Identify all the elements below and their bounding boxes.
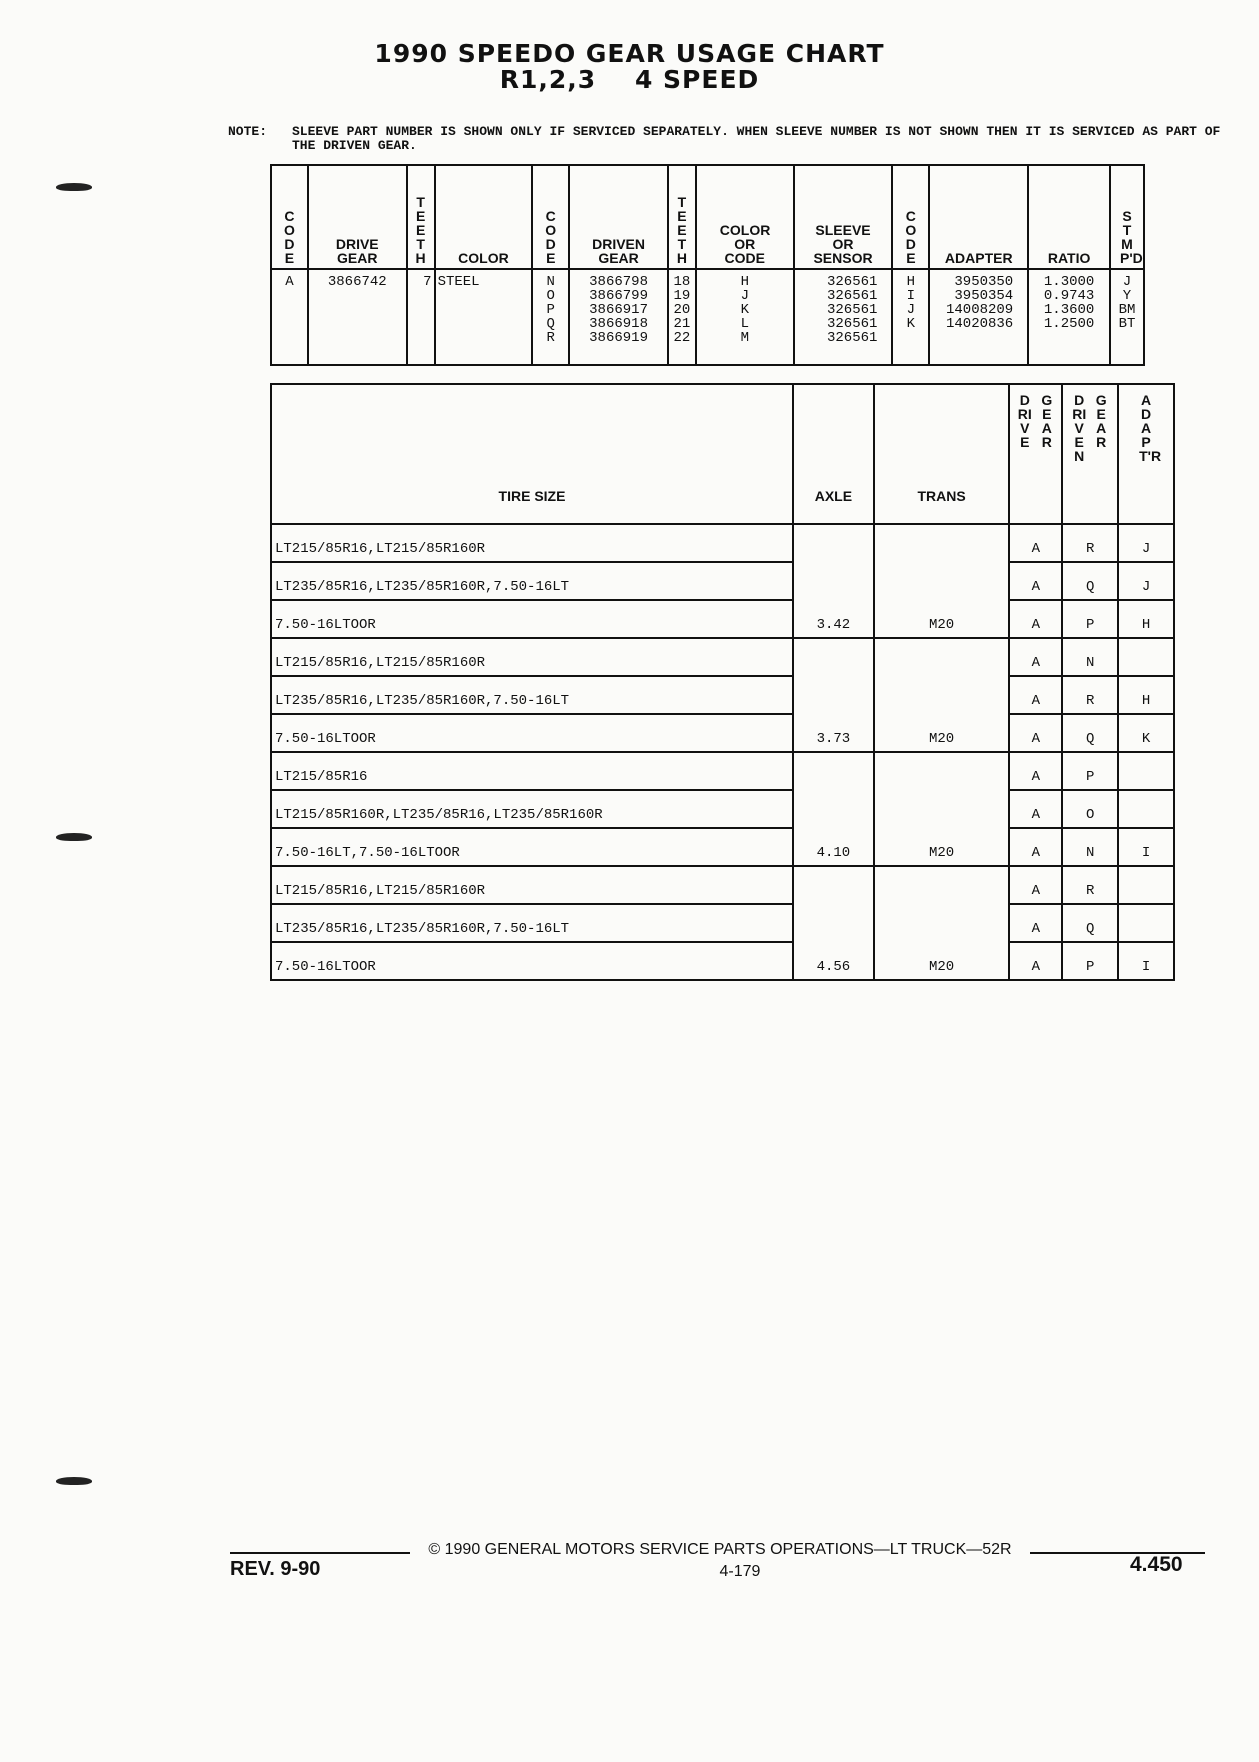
header-sleeve-or-sensor: SLEEVE OR SENSOR	[794, 165, 893, 269]
gear-table-row	[271, 269, 1144, 365]
header-driven-gear: DRIVEN GEAR	[1062, 384, 1118, 524]
table-row: LT215/85R16 A P	[271, 752, 1174, 790]
table-row: 7.50-16LT,7.50-16LTOOR 4.10 M20 A N I	[271, 828, 1174, 866]
section-number: 4.450	[1130, 1553, 1183, 1576]
table-row: LT215/85R160R,LT235/85R16,LT235/85R160R A O	[271, 790, 1174, 828]
tire-table-header	[271, 384, 1174, 524]
header-teeth-2: TEETH	[676, 194, 687, 266]
table-row: 7.50-16LTOOR 3.73 M20 A Q K	[271, 714, 1174, 752]
stamped-codes: J Y BM BT	[1110, 269, 1144, 365]
header-trans: TRANS	[874, 384, 1010, 524]
drive-code: A	[271, 269, 308, 365]
header-code-3: CODE	[905, 208, 917, 266]
header-color-or-code: COLOR OR CODE	[696, 165, 794, 269]
page-subtitle: R1,2,3 4 SPEED	[499, 65, 760, 94]
table-row: 7.50-16LTOOR 3.42 M20 A P H	[271, 600, 1174, 638]
sleeve-numbers: 326561 326561 326561 326561 326561	[794, 269, 893, 365]
binder-mark	[56, 833, 92, 841]
driven-teeth: 18 19 20 21 22	[668, 269, 696, 365]
table-row: LT215/85R16,LT215/85R160R A R J	[271, 524, 1174, 562]
driven-color-codes: H J K L M	[696, 269, 794, 365]
header-axle: AXLE	[793, 384, 874, 524]
header-teeth: TEETH	[415, 194, 426, 266]
header-tire-size: TIRE SIZE	[271, 384, 793, 524]
ratios: 1.3000 0.9743 1.3600 1.2500	[1028, 269, 1110, 365]
adapter-numbers: 3950350 3950354 14008209 14020836	[929, 269, 1028, 365]
binder-mark	[56, 1477, 92, 1485]
table-row: 7.50-16LTOOR 4.56 M20 A P I	[271, 942, 1174, 980]
header-code-2: CODE	[545, 208, 557, 266]
header-color: COLOR	[435, 165, 533, 269]
note-label: NOTE:	[228, 124, 268, 139]
tire-table	[270, 383, 1175, 981]
header-code: CODE	[283, 208, 295, 266]
table-row: LT235/85R16,LT235/85R160R,7.50-16LT A R H	[271, 676, 1174, 714]
header-stmpd: STMP'D	[1120, 208, 1143, 266]
header-drive-gear: DRIVE GEAR	[308, 165, 407, 269]
drive-teeth: 7	[407, 269, 435, 365]
revision-label: REV. 9-90	[230, 1558, 321, 1580]
header-drive-gear: DRIVE GEAR	[1009, 384, 1062, 524]
footer-rule-left	[230, 1552, 410, 1554]
adapter-codes: H I J K	[892, 269, 929, 365]
driven-codes: N O P Q R	[532, 269, 569, 365]
header-adaptr: ADAPT'R	[1118, 384, 1174, 524]
header-ratio: RATIO	[1028, 165, 1110, 269]
footer-copyright: © 1990 GENERAL MOTORS SERVICE PARTS OPERATIONS—LT TRUCK—52R	[428, 1541, 1012, 1558]
page-number: 4-179	[719, 1563, 761, 1580]
page-title: 1990 SPEEDO GEAR USAGE CHART	[374, 39, 885, 68]
header-adapter: ADAPTER	[929, 165, 1028, 269]
table-row: LT235/85R16,LT235/85R160R,7.50-16LT A Q J	[271, 562, 1174, 600]
drive-color: STEEL	[435, 269, 533, 365]
header-driven-gear: DRIVEN GEAR	[569, 165, 668, 269]
table-row: LT215/85R16,LT215/85R160R A N	[271, 638, 1174, 676]
table-row: LT215/85R16,LT215/85R160R A R	[271, 866, 1174, 904]
gear-table	[270, 164, 1145, 366]
driven-gear-numbers: 3866798 3866799 3866917 3866918 3866919	[569, 269, 668, 365]
binder-mark	[56, 183, 92, 191]
gear-table-header	[271, 165, 1144, 269]
drive-gear-number: 3866742	[308, 269, 407, 365]
note-text: SLEEVE PART NUMBER IS SHOWN ONLY IF SERVICED SEPARATELY. WHEN SLEEVE NUMBER IS NOT SHOWN THEN IT IS SERVICED AS PART OF THE DRIVEN GEAR.	[292, 124, 1221, 153]
table-row: LT235/85R16,LT235/85R160R,7.50-16LT A Q	[271, 904, 1174, 942]
